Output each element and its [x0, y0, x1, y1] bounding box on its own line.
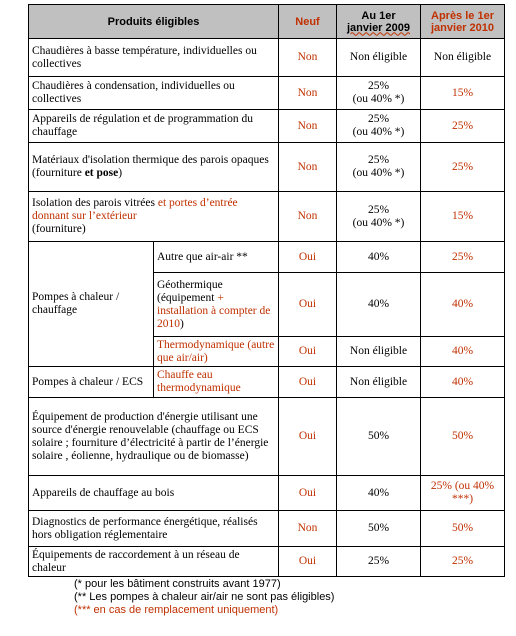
value-2009: 25% (ou 40% *) [337, 77, 421, 110]
value-2010: Non éligible [421, 39, 505, 77]
value-2009: 40% [337, 476, 421, 511]
eligibility-table [28, 4, 505, 577]
product-label: Appareils de régulation et de programmation du chauffage [29, 110, 279, 143]
neuf-cell: Oui [279, 337, 337, 367]
value-2010: 15% [421, 77, 505, 110]
product-label: Appareils de chauffage au bois [29, 476, 279, 511]
value-2009: 25% (ou 40% *) [337, 143, 421, 192]
footnote-1: (* pour les bâtiment construits avant 1977) [74, 578, 281, 590]
neuf-cell: Oui [279, 398, 337, 476]
table-row [29, 77, 505, 110]
neuf-cell: Non [279, 110, 337, 143]
product-label: Matériaux d'isolation thermique des parois opaques (fourniture et pose) [29, 143, 279, 192]
value-2009: Non éligible [337, 39, 421, 77]
table-row [29, 547, 505, 577]
product-label: Diagnostics de performance énergétique, réalisés hors obligation réglementaire [29, 511, 279, 547]
sub-product-label: Thermodynamique (autre que air/air) [154, 337, 279, 367]
table-row [29, 367, 505, 398]
neuf-cell: Non [279, 511, 337, 547]
value-2010: 25% [421, 110, 505, 143]
value-2009: 40% [337, 273, 421, 337]
header-row [29, 5, 505, 39]
value-2010: 50% [421, 398, 505, 476]
value-2009: 25% [337, 547, 421, 577]
neuf-cell: Non [279, 77, 337, 110]
product-label: Équipements de raccordement à un réseau de chaleur [29, 547, 279, 577]
table-row [29, 476, 505, 511]
neuf-cell: Oui [279, 476, 337, 511]
header-2010: Après le 1er janvier 2010 [421, 5, 505, 39]
value-2010: 25% [421, 242, 505, 273]
product-label: Chaudières à condensation, individuelles ou collectives [29, 77, 279, 110]
sub-product-label: Géothermique (équipement + installation à compter de 2010) [154, 273, 279, 337]
footnotes [28, 578, 504, 617]
value-2009: 50% [337, 511, 421, 547]
neuf-cell: Oui [279, 547, 337, 577]
header-neuf: Neuf [279, 5, 337, 39]
header-products: Produits éligibles [29, 5, 279, 39]
value-2009: 25% (ou 40% *) [337, 110, 421, 143]
product-label: Chaudières à basse température, individuelles ou collectives [29, 39, 279, 77]
value-2010: 50% [421, 511, 505, 547]
value-2010: 15% [421, 192, 505, 242]
table-row [29, 39, 505, 77]
value-2009: 40% [337, 242, 421, 273]
neuf-cell: Non [279, 192, 337, 242]
neuf-cell: Oui [279, 273, 337, 337]
table-row [29, 192, 505, 242]
value-2009: 25% (ou 40% *) [337, 192, 421, 242]
product-label: Isolation des parois vitrées et portes d’entrée donnant sur l’extérieur (fourniture) [29, 192, 279, 242]
table-row [29, 242, 505, 273]
header-2009: Au 1er janvier 2009 [337, 5, 421, 39]
sub-product-label: Autre que air-air ** [154, 242, 279, 273]
neuf-cell: Non [279, 39, 337, 77]
value-2010: 40% [421, 273, 505, 337]
neuf-cell: Oui [279, 242, 337, 273]
table-row [29, 110, 505, 143]
footnote-3: (*** en cas de remplacement uniquement) [74, 604, 279, 616]
product-label: Pompes à chaleur / chauffage [29, 242, 154, 367]
footnote-2: (** Les pompes à chaleur air/air ne sont pas éligibles) [74, 591, 335, 603]
value-2010: 25% (ou 40% ***) [421, 476, 505, 511]
value-2009: 50% [337, 398, 421, 476]
neuf-cell: Non [279, 143, 337, 192]
value-2010: 25% [421, 143, 505, 192]
value-2010: 25% [421, 547, 505, 577]
value-2009: Non éligible [337, 337, 421, 367]
table-row [29, 143, 505, 192]
value-2010: 40% [421, 367, 505, 398]
table-row [29, 398, 505, 476]
value-2009: Non éligible [337, 367, 421, 398]
table-row [29, 511, 505, 547]
product-label: Pompes à chaleur / ECS [29, 367, 154, 398]
product-label: Équipement de production d'énergie utilisant une source d'énergie renouvelable (chauffage ou ECS solaire ; fourniture d’électricité à partir de l’énergie solaire , éolienne, hydraulique ou de biomasse) [29, 398, 279, 476]
value-2010: 40% [421, 337, 505, 367]
sub-product-label: Chauffe eau thermodynamique [154, 367, 279, 398]
neuf-cell: Oui [279, 367, 337, 398]
eligibility-table-wrapper [28, 4, 504, 617]
